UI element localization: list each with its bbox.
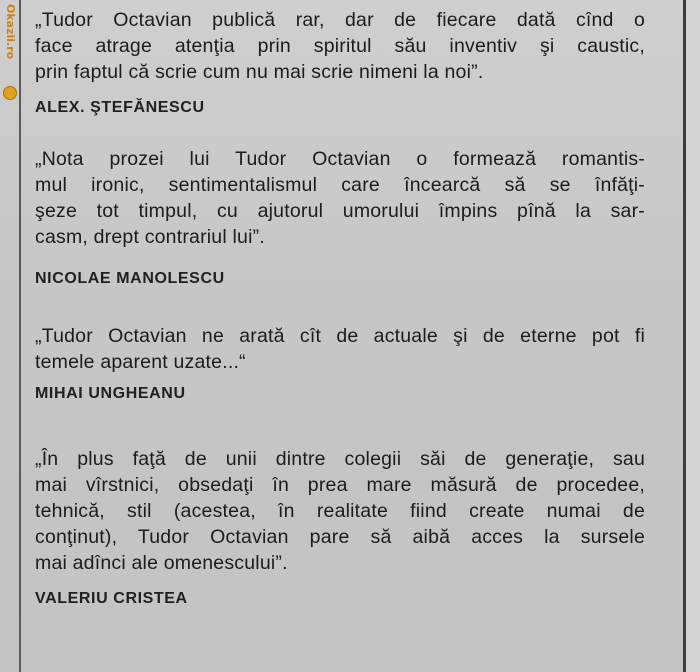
- quote-author: NICOLAE MANOLESCU: [35, 270, 225, 287]
- quote-line: „În plus faţă de unii dintre colegii săi de generaţie, sau: [35, 448, 645, 470]
- quote-line: „Tudor Octavian ne arată cît de actuale şi de eterne pot fi: [35, 325, 645, 347]
- quote-line: „Nota prozei lui Tudor Octavian o formează romantis-: [35, 148, 645, 170]
- quote-author: ALEX. ŞTEFĂNESCU: [35, 99, 205, 116]
- quote-author: VALERIU CRISTEA: [35, 590, 188, 607]
- quote-1: [35, 7, 645, 85]
- quote-author: MIHAI UNGHEANU: [35, 385, 186, 402]
- quote-3: [35, 323, 645, 375]
- watermark: [3, 4, 17, 96]
- quote-line: „Tudor Octavian publică rar, dar de fiecare dată cînd o: [35, 9, 645, 31]
- quote-4: [35, 446, 645, 576]
- quote-line: mai vîrstnici, obsedaţi în prea mare măsură de procedee,: [35, 474, 645, 496]
- quote-line: mai adînci ale omenescului”.: [35, 552, 288, 574]
- quote-line: conţinut), Tudor Octavian pare să aibă acces la sursele: [35, 526, 645, 548]
- quote-line: mul ironic, sentimentalismul care încearcă să se înfăţi-: [35, 174, 645, 196]
- quote-line: tehnică, stil (acestea, în realitate fiind create numai de: [35, 500, 645, 522]
- quote-line: şeze tot timpul, cu ajutorul umorului împins pînă la sar-: [35, 200, 645, 222]
- watermark-logo-icon: [3, 86, 17, 100]
- left-fold-line: [19, 0, 21, 672]
- quote-line: prin faptul că scrie cum nu mai scrie nimeni la noi”.: [35, 61, 484, 83]
- right-page-edge: [686, 0, 700, 672]
- watermark-text: Okazii.ro: [4, 4, 17, 60]
- quote-line: face atrage atenţia prin spiritul său inventiv şi caustic,: [35, 35, 645, 57]
- quote-line: temele aparent uzate...“: [35, 351, 246, 373]
- quote-line: casm, drept contrariul lui”.: [35, 226, 265, 248]
- quote-2: [35, 146, 645, 250]
